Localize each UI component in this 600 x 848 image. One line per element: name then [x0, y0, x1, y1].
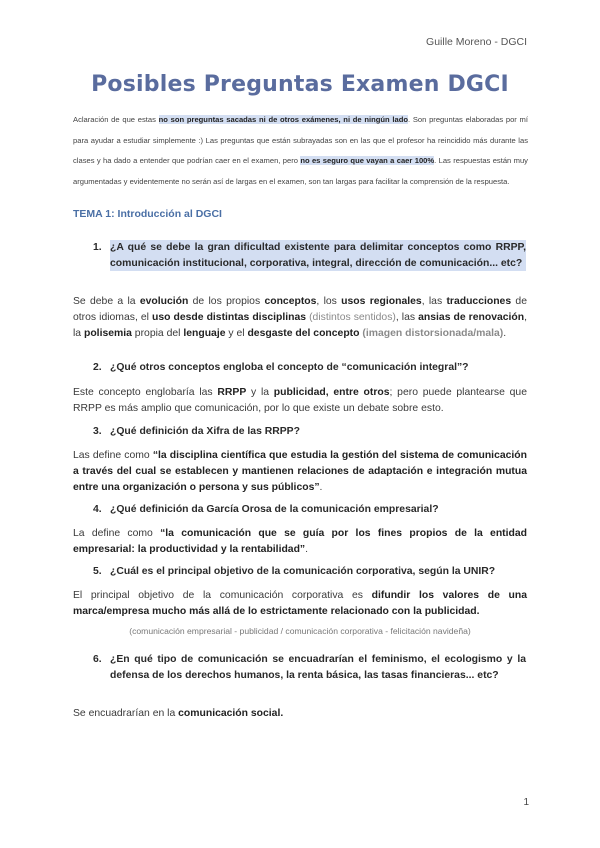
answer-keyword: lenguaje [183, 327, 226, 339]
answer-text: , las [421, 296, 447, 307]
intro-text: . Las respuestas están muy argumentadas y evidentemente no serán así de largas en el examen, son tan largas para facilitar la comprensión de la respuesta. [73, 156, 528, 186]
question-2 [93, 360, 526, 376]
header-author: Guille Moreno - DGCI [426, 36, 527, 48]
question-4 [93, 502, 526, 518]
intro-highlight: no es seguro que vayan a caer 100% [300, 156, 435, 165]
page-title: Posibles Preguntas Examen DGCI [91, 72, 509, 97]
answer-text: , las [395, 311, 419, 323]
answer-3 [73, 448, 527, 495]
question-number: 2. [93, 362, 102, 373]
answer-keyword: traducciones [446, 296, 512, 307]
answer-keyword: publicidad, entre otros [273, 387, 390, 398]
answer-keyword: “la disciplina científica que estudia la gestión del sistema de comunicación a través del cual se establecen y mantienen relaciones de adaptación e integración mutua entre una organización o persona y sus públicos” [73, 450, 527, 493]
intro-text: Aclaración de que estas [73, 115, 159, 124]
question-text: ¿Qué definición da García Orosa de la comunicación empresarial? [110, 504, 439, 515]
answer-keyword: desgaste del concepto [247, 327, 360, 339]
answer-6 [73, 706, 527, 722]
question-text: ¿En qué tipo de comunicación se encuadrarían el feminismo, el ecologismo y la defensa de los derechos humanos, la renta básica, las tasas financieras... etc? [110, 654, 526, 681]
question-text: ¿Qué definición da Xifra de las RRPP? [110, 426, 300, 437]
intro-highlight: no son preguntas sacadas ni de otros exámenes, ni de ningún lado [158, 115, 408, 124]
intro-paragraph [73, 110, 528, 192]
answer-2 [73, 385, 527, 417]
page-number: 1 [523, 797, 529, 808]
answer-4 [73, 526, 527, 558]
question-6 [93, 652, 526, 683]
question-5 [93, 564, 526, 580]
answer-text: propia del [131, 327, 184, 339]
answer-text: de los propios [188, 296, 265, 307]
question-number: 5. [93, 566, 102, 577]
answer-text: de otros idiomas, el [73, 296, 527, 323]
question-text: ¿Qué otros conceptos engloba el concepto de “comunicación integral”? [110, 362, 469, 373]
answer-keyword: comunicación social. [178, 708, 284, 719]
answer-text: y la [246, 387, 274, 398]
question-number: 6. [93, 654, 102, 665]
question-number: 1. [93, 242, 102, 253]
question-3 [93, 424, 526, 440]
answer-aside: (imagen distorsionada/mala) [362, 327, 504, 339]
answer-text: ; pero puede plantearse que RRPP es más amplio que comunicación, por lo que existe un debate sobre esto. [73, 387, 527, 414]
answer-keyword: usos regionales [341, 296, 422, 307]
answer-keyword: evolución [139, 296, 189, 307]
answer-keyword: conceptos [264, 296, 317, 307]
answer-text: , los [316, 296, 342, 307]
question-number: 4. [93, 504, 102, 515]
answer-1 [73, 294, 527, 341]
answer-keyword: “la comunicación que se guía por los fines propios de la entidad empresarial: la productividad y la rentabilidad” [73, 528, 527, 555]
answer-text: Las define como [73, 450, 153, 461]
answer-text: , la [73, 311, 527, 339]
answer-text: Se encuadrarían en la [73, 708, 179, 719]
answer-text: y el [225, 327, 248, 339]
intro-text: . Son preguntas elaboradas por mí para ayudar a estudiar simplemente :) Las preguntas que están subrayadas son en las que el profesor ha reincidido más durante las clases y ha dado a entender que podrían caer en el examen, pero [73, 115, 528, 165]
answer-aside: (distintos sentidos) [309, 311, 396, 323]
answer-keyword: ansias de renovación [418, 311, 525, 323]
answer-text: La define como [73, 528, 161, 539]
answer-keyword: RRPP [217, 387, 247, 398]
question-number: 3. [93, 426, 102, 437]
answer-keyword: difundir los valores de una marca/empresa mucho más allá de lo estrictamente relacionado con la publicidad. [73, 590, 527, 617]
question-1 [93, 240, 526, 271]
answer-5 [73, 588, 527, 620]
answer-keyword: polisemia [83, 327, 132, 339]
answer-text: Este concepto englobaría las [73, 387, 218, 398]
answer-text: Se debe a la [73, 296, 140, 307]
section-heading: TEMA 1: Introducción al DGCI [73, 208, 222, 220]
answer-text: . [319, 481, 323, 493]
answer-text: El principal objetivo de la comunicación corporativa es [73, 590, 372, 601]
question-text: ¿A qué se debe la gran dificultad existente para delimitar conceptos como RRPP, comunicación institucional, corporativa, integral, dirección de comunicación... etc? [110, 240, 526, 271]
answer-text: . [305, 543, 309, 555]
answer-text: . [503, 327, 507, 339]
question-text: ¿Cuál es el principal objetivo de la comunicación corporativa, según la UNIR? [110, 566, 496, 577]
example-note: (comunicación empresarial - publicidad / comunicación corporativa - felicitación navideña) [129, 626, 471, 636]
answer-keyword: uso desde distintas disciplinas [152, 311, 307, 323]
